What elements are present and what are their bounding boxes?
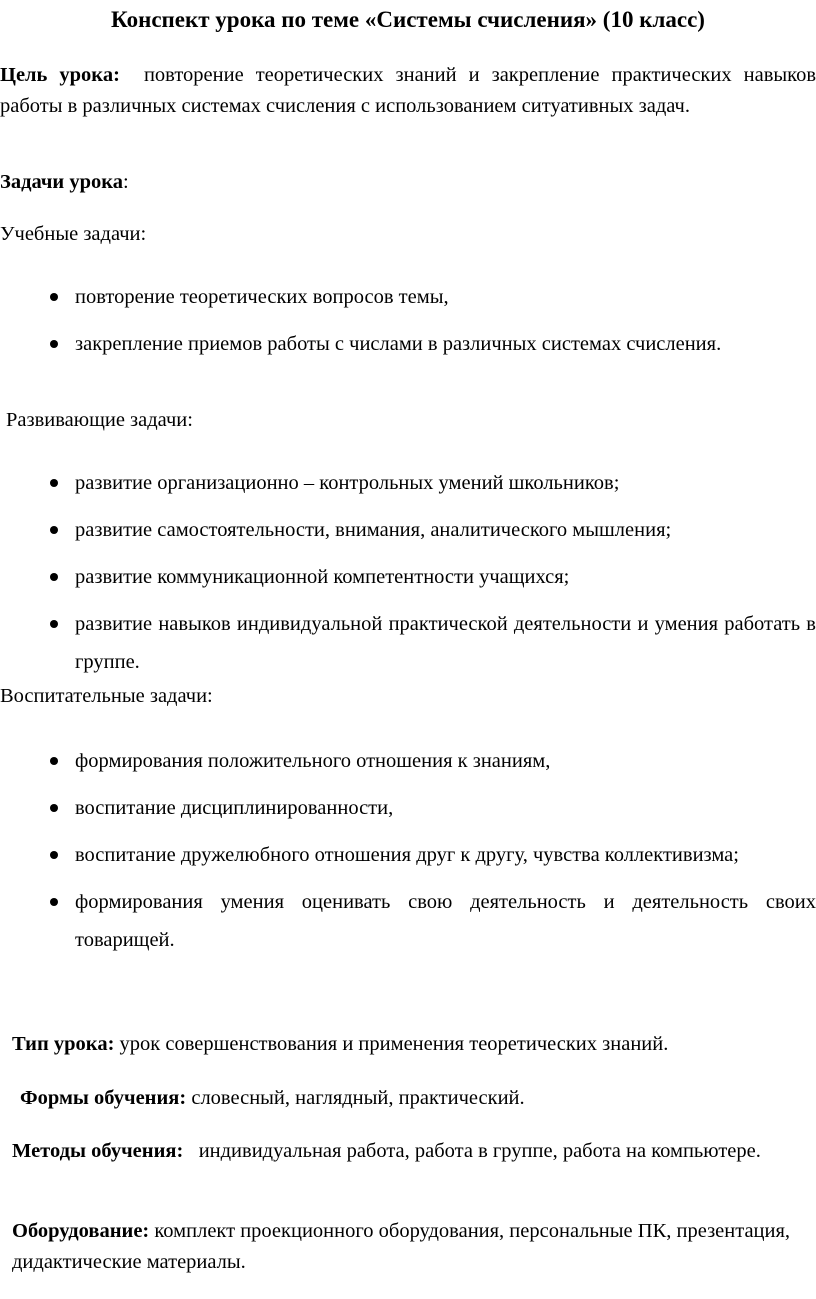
page-title: Конспект урока по теме «Системы счисления» (10 класс) [111,7,705,32]
list-item: повторение теоретических вопросов темы, [0,278,816,316]
bullet-icon [50,293,58,301]
bullet-icon [50,479,58,487]
tasks-heading [0,166,816,199]
bullet-icon [50,804,58,812]
lesson-type [0,1028,816,1061]
list-item: формирования положительного отношения к знаниям, [0,742,816,780]
list-item: развитие навыков индивидуальной практической деятельности и умения работать в группе. [0,605,816,681]
learning-tasks-list [0,278,816,363]
list-item: воспитание дружелюбного отношения друг к другу, чувства коллективизма; [0,836,816,874]
bullet-icon [50,573,58,581]
tasks-heading-label: Задачи урока [0,171,124,193]
equipment-text: комплект проекционного оборудования, персональные ПК, презентация, дидактические материалы. [12,1220,791,1273]
teaching-forms-text: словесный, наглядный, практический. [191,1087,525,1109]
tasks-heading-colon: : [123,171,129,193]
teaching-methods [0,1136,816,1167]
teaching-forms [0,1082,816,1115]
list-item: развитие самостоятельности, внимания, аналитического мышления; [0,511,816,549]
teaching-methods-label: Методы обучения: [12,1140,184,1162]
developing-tasks-list [0,464,816,681]
equipment [0,1216,816,1278]
teaching-methods-text: индивидуальная работа, работа в группе, работа на компьютере. [198,1140,761,1162]
list-item: закрепление приемов работы с числами в различных системах счисления. [0,325,816,363]
list-item: развитие организационно – контрольных умений школьников; [0,464,816,502]
bullet-icon [50,757,58,765]
bullet-icon [50,620,58,628]
educational-tasks-heading: Воспитательные задачи: [0,685,213,707]
lesson-type-text: урок совершенствования и применения теоретических знаний. [119,1033,669,1055]
lesson-goal-text: повторение теоретических знаний и закрепление практических навыков работы в различных системах счисления с использованием ситуативных задач. [0,64,816,117]
equipment-label: Оборудование: [12,1220,150,1242]
bullet-icon [50,898,58,906]
developing-tasks-heading: Развивающие задачи: [6,409,193,431]
bullet-icon [50,526,58,534]
lesson-type-label: Тип урока: [12,1033,115,1055]
list-item: формирования умения оценивать свою деятельность и деятельность своих товарищей. [0,883,816,959]
educational-tasks-list [0,742,816,959]
list-item: воспитание дисциплинированности, [0,789,816,827]
lesson-goal [0,60,816,122]
list-item: развитие коммуникационной компетентности учащихся; [0,558,816,596]
teaching-forms-label: Формы обучения: [20,1087,187,1109]
lesson-goal-label: Цель урока: [0,64,120,86]
bullet-icon [50,340,58,348]
learning-tasks-heading: Учебные задачи: [0,223,147,245]
bullet-icon [50,851,58,859]
